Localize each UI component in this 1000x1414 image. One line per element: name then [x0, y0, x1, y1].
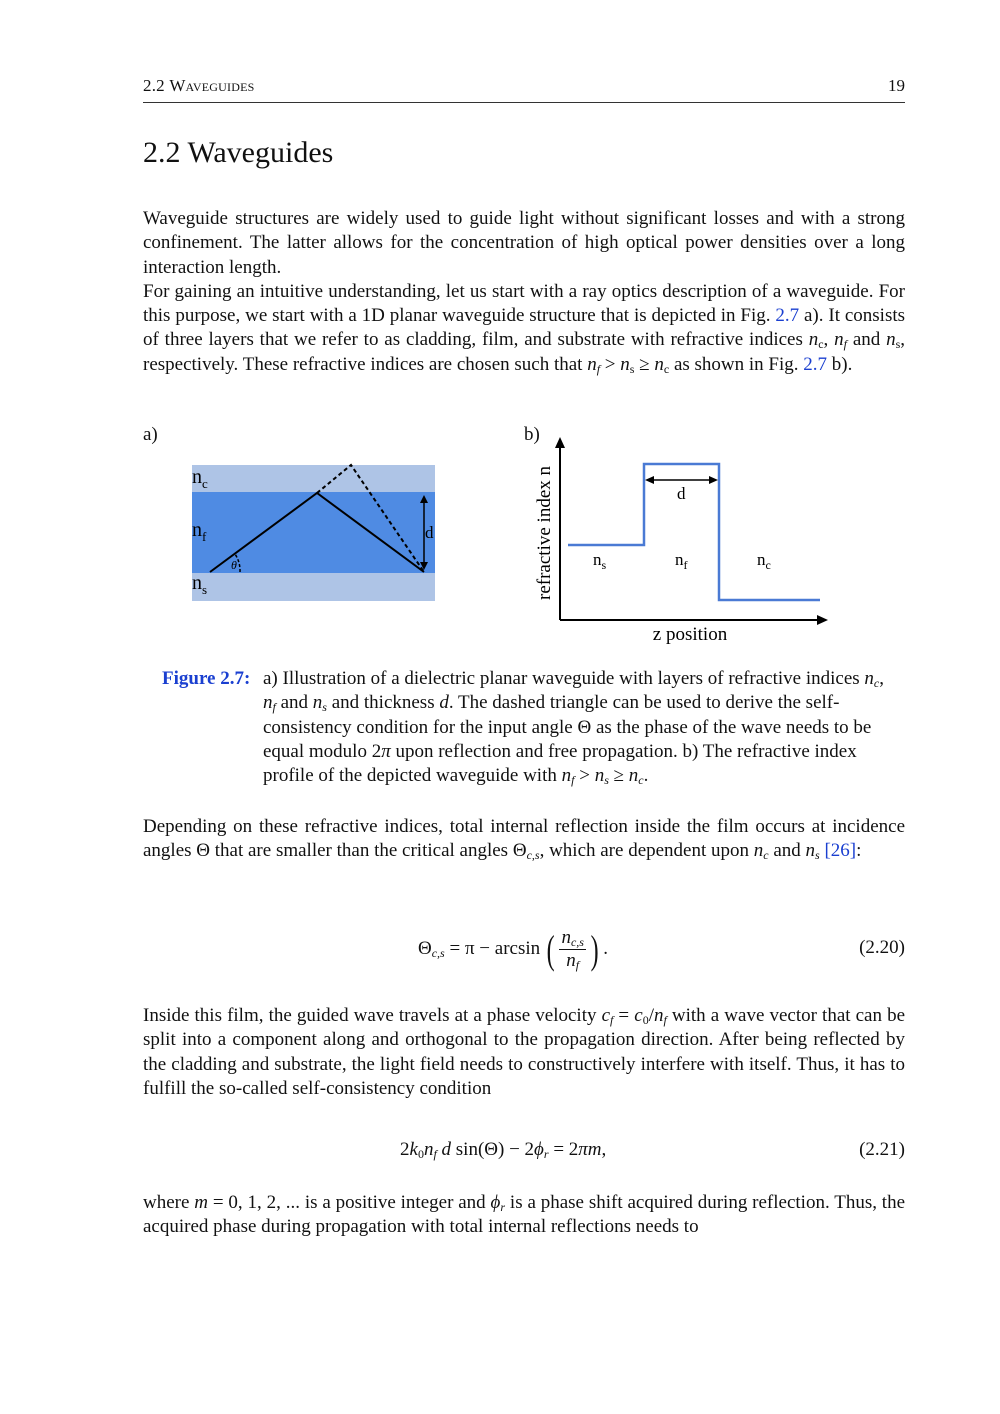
film-width-label: d [677, 484, 686, 503]
eq-lhs: $\Theta_{c,s}$ [418, 938, 445, 960]
waveguide-illustration [185, 455, 445, 610]
page-number: 19 [888, 76, 905, 95]
caption-label: Figure 2.7: [162, 668, 251, 689]
eq-fraction: $n_{c,s}$ $n_f$ [561, 926, 584, 972]
paragraph-2: For gaining an intuitive understanding, let us start with a ray optics description of a waveguide. For this purpose, we start with a 1D planar waveguide structure that is depicted in Fig. 2.7 a). It consists of three layers that we refer to as cladding, film, and substrate with refractive indices $n_c$, $n_f$ and $n_s$, respectively. These refractive indices are chosen such that $n_f > n_s \ge n_c$ as shown in Fig. 2.7 b). [143, 280, 906, 376]
film-layer [192, 492, 435, 573]
citation-link[interactable]: [26] [824, 840, 857, 862]
paragraph-1: Waveguide structures are widely used to guide light without significant losses and with a strong confinement. The latter allows for the concentration of high optical power densities over a long interaction length. [143, 208, 905, 278]
paragraph-4: Inside this film, the guided wave travels at a phase velocity $c_f = c_0/n_f$ with a wave vector that can be split into a component along and orthogonal to the propagation direction. After being reflected by the cladding and substrate, the light field needs to constructively interfere with itself. Thus, it has to fulfill the so-called self-consistency condition [143, 1005, 906, 1099]
running-header-section: 2.2 Waveguides [143, 76, 255, 95]
eq-rhs: = π − arcsin [449, 938, 541, 959]
figure-reference-link[interactable]: 2.7 [803, 353, 828, 375]
section-heading: 2.2 Waveguides [143, 136, 334, 169]
index-profile-line [568, 464, 820, 600]
equation-number-2-20: (2.20) [859, 937, 905, 958]
caption-text: a) Illustration of a dielectric planar waveguide with layers of refractive indices $n_c$, $n_f$ and $n_s$ and thickness d. The dashed triangle can be used to derive the self-consistency condition for the input angle Θ as the phase of the wave needs to be equal modulo 2π upon reflection and free propagation. b) The refractive index profile of the depicted waveguide with $n_f > n_s \ge n_c$. [263, 668, 884, 788]
running-header [143, 76, 905, 103]
panel-b-label: b) [524, 424, 540, 445]
equation-number-2-21: (2.21) [859, 1139, 905, 1160]
paragraph-3: Depending on these refractive indices, total internal reflection inside the film occurs at incidence angles Θ that are smaller than the critical angles $\Theta_{c,s}$, which are dependent upon $n_c$ and $n_s$ [26]: [143, 816, 905, 863]
cladding-layer [192, 465, 435, 492]
y-axis-label: refractive index n [534, 466, 555, 600]
ns-label: $n_s$ [593, 550, 607, 572]
nf-label: $n_f$ [675, 550, 688, 572]
nc-label: $n_c$ [757, 550, 771, 572]
substrate-layer [192, 573, 435, 601]
equation-2-21: $2k_0n_f$ d $\sin(\Theta) - 2\phi_r = 2\pi m$, [400, 1139, 607, 1161]
nc-label: $n_c$ [192, 466, 208, 491]
figure-reference-link[interactable]: 2.7 [775, 305, 800, 327]
thickness-label: d [425, 523, 434, 542]
intro-text [143, 207, 905, 377]
panel-a-label: a) [143, 424, 158, 445]
equation-2-20: $\Theta_{c,s}$ = π − arcsin ( $n_{c,s}$ $n_f$ ) . [418, 926, 609, 972]
x-axis-arrowhead [817, 615, 828, 625]
ns-label: $n_s$ [192, 572, 208, 597]
y-axis-arrowhead [555, 437, 565, 448]
x-axis-label: z position [652, 624, 728, 645]
theta-label: θ [231, 558, 237, 572]
nf-label: $n_f$ [192, 519, 207, 544]
refractive-index-profile-plot [530, 432, 840, 650]
paragraph-5: where m = 0, 1, 2, ... is a positive integer and $\phi_r$ is a phase shift acquired during reflection. Thus, the acquired phase during propagation with total internal reflections needs to [143, 1192, 906, 1238]
figure-caption [162, 667, 890, 788]
